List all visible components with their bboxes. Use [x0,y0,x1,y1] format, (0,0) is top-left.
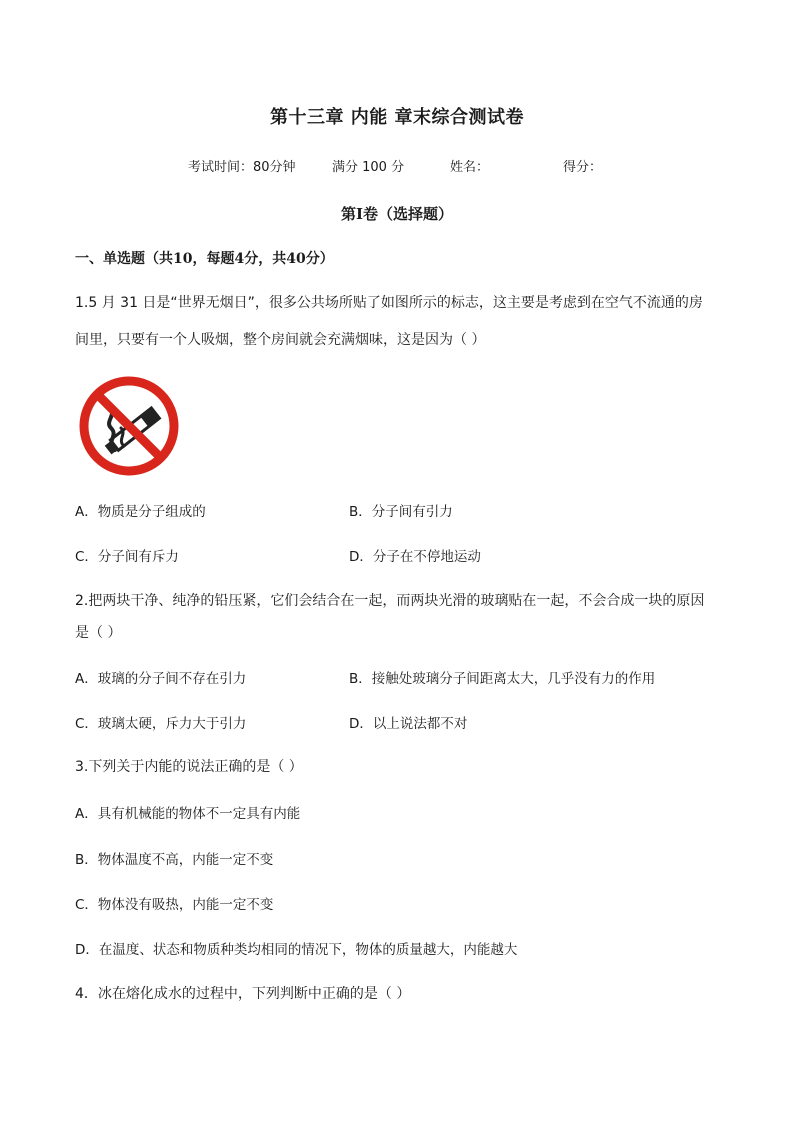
question-1-line-1: 1.5 月 31 日是“世界无烟日”，很多公共场所贴了如图所示的标志，这主要是考虑到在空气不流通的房 [75,295,703,311]
question-2-line-1: 2.把两块干净、纯净的铅压紧，它们会结合在一起，而两块光滑的玻璃贴在一起，不会合成一块的原因 [75,593,705,609]
name-label: 姓名： [450,160,490,175]
q2-option-b: B．接触处玻璃分子间距离太大，几乎没有力的作用 [349,671,656,687]
q1-option-b: B．分子间有引力 [349,504,453,520]
q1-option-a: A．物质是分子组成的 [75,504,206,520]
question-3-line-1: 3.下列关于内能的说法正确的是（ ） [75,759,303,775]
question-1-line-2: 间里，只要有一个人吸烟，整个房间就会充满烟味，这是因为（ ） [75,332,486,348]
q3-option-a: A．具有机械能的物体不一定具有内能 [75,806,301,822]
exam-full-score: 满分 100 分 [332,160,405,175]
exam-time: 考试时间：80分钟 [188,160,296,175]
score-label: 得分： [563,160,603,175]
q1-option-d: D．分子在不停地运动 [349,549,481,565]
q2-option-c: C．玻璃太硬，斥力大于引力 [75,716,247,732]
no-smoking-sign-icon [75,372,183,480]
question-2-line-2: 是（ ） [75,625,122,641]
q3-option-d: D．在温度、状态和物质种类均相同的情况下，物体的质量越大，内能越大 [75,942,518,958]
page-title: 第十三章 内能 章末综合测试卷 [269,107,525,128]
q2-option-d: D．以上说法都不对 [349,716,468,732]
q3-option-b: B．物体温度不高，内能一定不变 [75,852,274,868]
group-title: 一、单选题（共10，每题4分，共40分） [75,251,334,267]
q3-option-c: C．物体没有吸热，内能一定不变 [75,897,274,913]
q1-option-c: C．分子间有斥力 [75,549,179,565]
q2-option-a: A．玻璃的分子间不存在引力 [75,671,247,687]
question-4-line-1: 4．冰在熔化成水的过程中，下列判断中正确的是（ ） [75,986,411,1002]
exam-meta [0,156,794,176]
section-title: 第I卷（选择题） [340,205,454,223]
